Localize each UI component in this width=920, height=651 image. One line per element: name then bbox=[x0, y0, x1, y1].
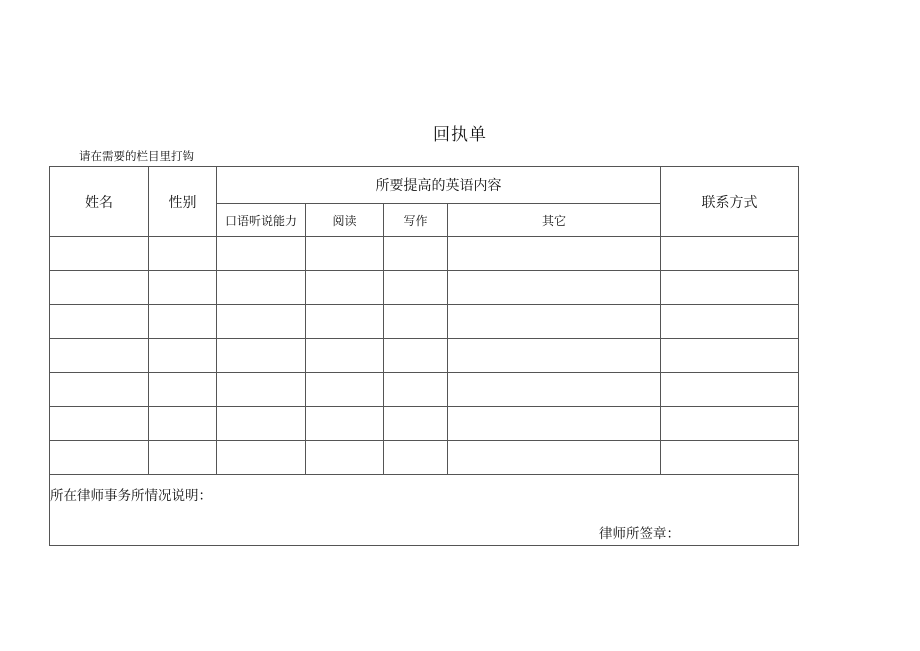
table-cell[interactable] bbox=[306, 339, 384, 373]
table-cell[interactable] bbox=[50, 373, 149, 407]
header-english-content: 所要提高的英语内容 bbox=[217, 167, 661, 204]
table-cell[interactable] bbox=[217, 441, 306, 475]
table-row bbox=[50, 305, 799, 339]
table-cell[interactable] bbox=[50, 407, 149, 441]
table-cell[interactable] bbox=[384, 339, 448, 373]
table-cell[interactable] bbox=[217, 373, 306, 407]
table-cell[interactable] bbox=[50, 441, 149, 475]
table-cell[interactable] bbox=[149, 339, 217, 373]
table-cell[interactable] bbox=[661, 271, 799, 305]
table-cell[interactable] bbox=[149, 305, 217, 339]
table-cell[interactable] bbox=[384, 305, 448, 339]
table-cell[interactable] bbox=[217, 237, 306, 271]
table-cell[interactable] bbox=[661, 441, 799, 475]
table-cell[interactable] bbox=[448, 407, 661, 441]
table-cell[interactable] bbox=[384, 441, 448, 475]
footer-row bbox=[50, 475, 799, 546]
table-row bbox=[50, 271, 799, 305]
form-title: 回执单 bbox=[433, 125, 487, 145]
table-cell[interactable] bbox=[306, 237, 384, 271]
footer-label: 所在律师事务所情况说明： bbox=[50, 488, 212, 504]
table-cell[interactable] bbox=[448, 441, 661, 475]
table-row bbox=[50, 237, 799, 271]
table-cell[interactable] bbox=[217, 339, 306, 373]
table-cell[interactable] bbox=[217, 305, 306, 339]
table-cell[interactable] bbox=[384, 237, 448, 271]
table-cell[interactable] bbox=[306, 305, 384, 339]
table-cell[interactable] bbox=[448, 237, 661, 271]
table-cell[interactable] bbox=[306, 441, 384, 475]
table-cell[interactable] bbox=[306, 271, 384, 305]
table-cell[interactable] bbox=[306, 407, 384, 441]
receipt-table bbox=[49, 166, 799, 546]
header-reading: 阅读 bbox=[306, 204, 384, 237]
table-cell[interactable] bbox=[661, 237, 799, 271]
table-cell[interactable] bbox=[50, 271, 149, 305]
header-other: 其它 bbox=[448, 204, 661, 237]
table-cell[interactable] bbox=[149, 441, 217, 475]
table-cell[interactable] bbox=[217, 271, 306, 305]
table-cell[interactable] bbox=[384, 373, 448, 407]
header-contact: 联系方式 bbox=[661, 167, 799, 237]
table-cell[interactable] bbox=[384, 271, 448, 305]
table-cell[interactable] bbox=[448, 339, 661, 373]
data-rows bbox=[50, 237, 799, 475]
signature-label: 律师所签章： bbox=[599, 526, 680, 542]
table-cell[interactable] bbox=[661, 407, 799, 441]
table-cell[interactable] bbox=[149, 271, 217, 305]
table-cell[interactable] bbox=[50, 305, 149, 339]
table-row bbox=[50, 441, 799, 475]
table-cell[interactable] bbox=[448, 271, 661, 305]
table-cell[interactable] bbox=[149, 237, 217, 271]
table-row bbox=[50, 407, 799, 441]
header-writing: 写作 bbox=[384, 204, 448, 237]
table-row bbox=[50, 339, 799, 373]
header-name: 姓名 bbox=[50, 167, 149, 237]
table-cell[interactable] bbox=[384, 407, 448, 441]
table-cell[interactable] bbox=[217, 407, 306, 441]
header-gender: 性别 bbox=[149, 167, 217, 237]
table-cell[interactable] bbox=[661, 339, 799, 373]
table-cell[interactable] bbox=[448, 373, 661, 407]
header-speaking: 口语听说能力 bbox=[217, 204, 306, 237]
table-cell[interactable] bbox=[448, 305, 661, 339]
instruction-text: 请在需要的栏目里打钩 bbox=[79, 149, 194, 163]
footer-cell[interactable] bbox=[50, 475, 799, 546]
table-cell[interactable] bbox=[149, 373, 217, 407]
table-cell[interactable] bbox=[306, 373, 384, 407]
table-cell[interactable] bbox=[50, 339, 149, 373]
table-cell[interactable] bbox=[50, 237, 149, 271]
header-row-1 bbox=[50, 167, 799, 204]
table-cell[interactable] bbox=[661, 305, 799, 339]
table-row bbox=[50, 373, 799, 407]
table-cell[interactable] bbox=[149, 407, 217, 441]
table-cell[interactable] bbox=[661, 373, 799, 407]
